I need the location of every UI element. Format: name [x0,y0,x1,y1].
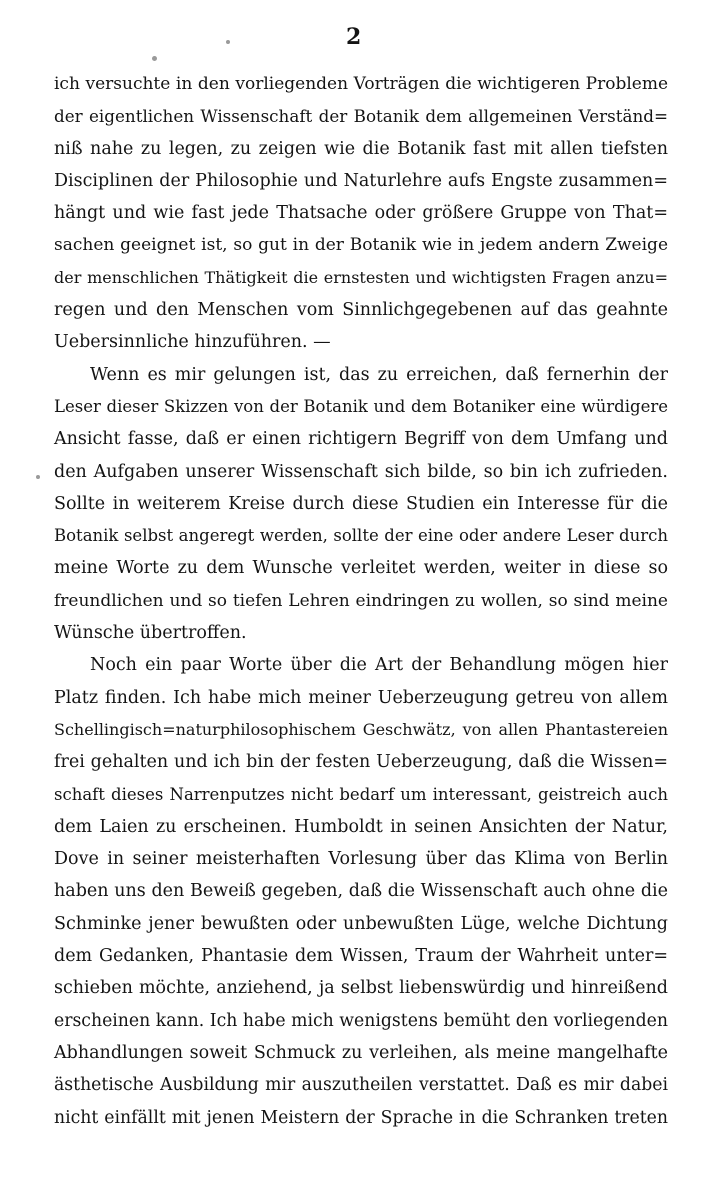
text-line: freundlichen und so tiefen Lehren eindringen zu wollen, so sind meine [54,590,668,611]
text-line: Noch ein paar Worte über die Art der Behandlung mögen hier [90,655,668,676]
text-line: nicht einfällt mit jenen Meistern der Sprache in die Schranken treten [54,1107,668,1128]
paper-speck [36,475,40,479]
text-line: Botanik selbst angeregt werden, sollte der eine oder andere Leser durch [54,526,668,546]
text-line: meine Worte zu dem Wunsche verleitet werden, weiter in diese so [54,558,668,579]
text-line: sachen geeignet ist, so gut in der Botanik wie in jedem andern Zweige [54,235,668,256]
text-line: regen und den Menschen vom Sinnlichgegebenen auf das geahnte [54,300,668,321]
text-line: der eigentlichen Wissenschaft der Botanik dem allgemeinen Verständ= [54,106,668,127]
paper-speck [226,40,230,44]
text-line: Schminke jener bewußten oder unbewußten Lüge, welche Dichtung [54,913,668,934]
body-text [54,68,668,1134]
text-line: Leser dieser Skizzen von der Botanik und dem Botaniker eine würdigere [54,396,668,416]
text-line: der menschlichen Thätigkeit die ernstesten und wichtigsten Fragen anzu= [54,267,668,287]
text-line: schaft dieses Narrenputzes nicht bedarf um interessant, geistreich auch [54,784,668,804]
text-line: ich versuchte in den vorliegenden Vorträgen die wichtigeren Probleme [54,74,668,94]
text-line: Wünsche übertroffen. [54,623,247,644]
text-line: dem Laien zu erscheinen. Humboldt in seinen Ansichten der Natur, [54,816,668,837]
paper-speck [152,56,157,61]
text-line: ästhetische Ausbildung mir auszutheilen verstattet. Daß es mir dabei [54,1075,668,1096]
text-line: Dove in seiner meisterhaften Vorlesung über das Klima von Berlin [54,849,668,870]
text-line: Platz finden. Ich habe mich meiner Ueberzeugung getreu von allem [54,687,668,708]
text-line: den Aufgaben unserer Wissenschaft sich bilde, so bin ich zufrieden. [54,461,668,482]
text-line: hängt und wie fast jede Thatsache oder größere Gruppe von That= [54,203,668,224]
text-line: Sollte in weiterem Kreise durch diese Studien ein Interesse für die [54,493,668,514]
text-line: dem Gedanken, Phantasie dem Wissen, Traum der Wahrheit unter= [54,946,668,967]
text-line: Wenn es mir gelungen ist, das zu erreichen, daß fernerhin der [90,364,668,385]
text-line: Ansicht fasse, daß er einen richtigern Begriff von dem Umfang und [54,429,668,450]
page-number: 2 [346,24,362,50]
text-line: frei gehalten und ich bin der festen Ueberzeugung, daß die Wissen= [54,752,668,773]
text-line: Abhandlungen soweit Schmuck zu verleihen, als meine mangelhafte [54,1042,668,1063]
text-line: Disciplinen der Philosophie und Naturlehre aufs Engste zusammen= [54,170,668,191]
text-line: Schellingisch=naturphilosophischem Geschwätz, von allen Phantastereien [54,719,668,739]
text-line: haben uns den Beweiß gegeben, daß die Wissenschaft auch ohne die [54,881,668,902]
text-line: Uebersinnliche hinzuführen. — [54,332,331,353]
text-line: niß nahe zu legen, zu zeigen wie die Botanik fast mit allen tiefsten [54,138,668,159]
text-line: schieben möchte, anziehend, ja selbst liebenswürdig und hinreißend [54,978,668,999]
text-line: erscheinen kann. Ich habe mich wenigstens bemüht den vorliegenden [54,1010,668,1031]
